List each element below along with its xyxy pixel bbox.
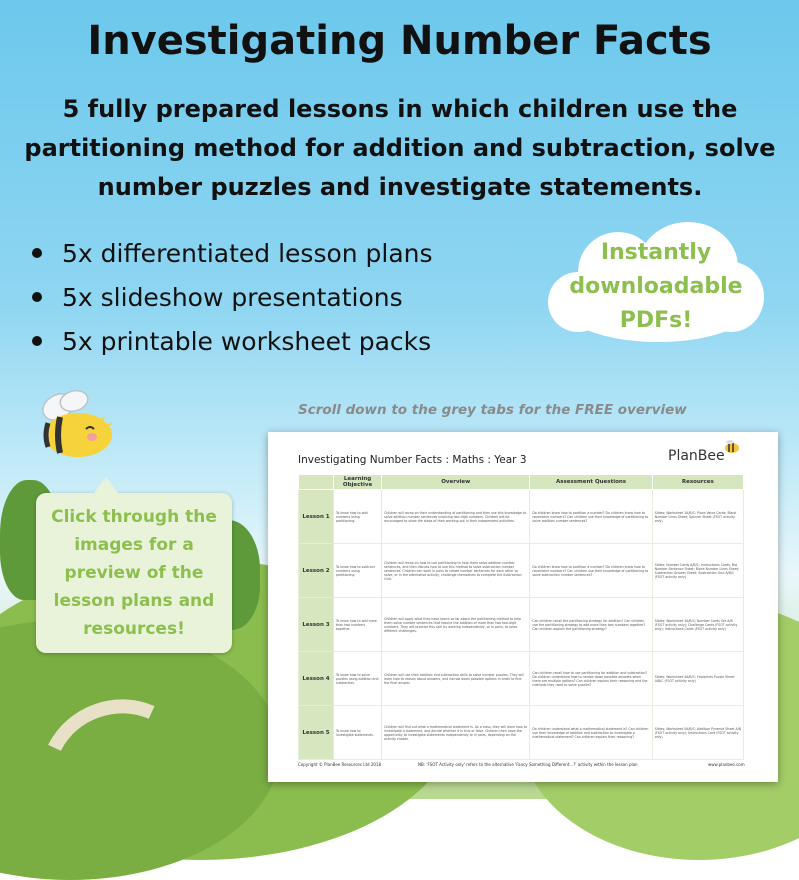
table-header-row [299,475,744,490]
questions-cell: Do children know how to partition a number? Do children know how to recombine numbers? Can children use their knowledge of partitioning to solve addition number sentences? [530,490,652,544]
overview-cell: Children will find out what a mathematical statement is. As a class, they will learn how to investigate a statement, and decide whether it is true or false. Children then have the opportunity to investigate statements independently or in pairs, depending on the activity chosen. [382,706,530,760]
bullet-icon [32,336,42,346]
table-row [299,598,744,652]
bee-icon [30,385,120,465]
lesson-plan-preview[interactable] [268,432,778,782]
resources-cell: Slides; Worksheet 5A/B/C; Addition Pyramid Sheet A/B (FSOT activity only); Instructions Card (FSOT activity only) [652,706,743,760]
callout-text: Click through the images for a preview of the lesson plans and resources! [51,507,217,639]
planbee-logo: PlanBee [668,448,725,464]
questions-cell: Can children recall how to use partitioning for addition and subtraction? Do children understand how to narrow down possible answers when there are multiple options? Can children explain their reasoning and the methods they used to solve puzzles? [530,652,652,706]
page-subtitle: 5 fully prepared lessons in which children use the partitioning method for addition and subtraction, solve number puzzles and investigate statements. [24,95,776,201]
overview-cell: Children will use their addition and subtraction skills to solve number puzzles. They will learn how to reason about answers, and narrow down possible options in order to find the final answer. [382,652,530,706]
overview-cell: Children will recap on how to use partitioning to help them solve addition number sentences, and then discuss how to use this method to solve subtraction number sentences. Children can work in pairs to create number sentences for each other to solve, or in the alternative activity, challenge themselves to complete the Subtraction Grid. [382,544,530,598]
preview-callout [36,493,232,653]
objective-cell: To know how to add more than two numbers together. [334,598,382,652]
questions-cell: Do children know how to partition a number? Do children know how to recombine numbers? Can children use their knowledge of partitioning to solve subtraction number sentences? [530,544,652,598]
column-header: Resources [652,475,743,490]
lesson-cell: Lesson 4 [299,652,334,706]
overview-cell: Children will recap on their understanding of partitioning and then use this knowledge to solve addition number sentences involving two-digit numbers. Children will be encouraged to show the steps of their working out in their independent activities. [382,490,530,544]
table-row [299,652,744,706]
resources-cell: Slides; Worksheet 4A/B/C; Footprints Puzzle Sheet A/B/C (FSOT activity only) [652,652,743,706]
feature-list [24,232,433,364]
column-header: Overview [382,475,530,490]
questions-cell: Can children recall the partitioning strategy for addition? Can children use the partitioning strategy to add more than two numbers together? Can children explain the partitioning strategy? [530,598,652,652]
table-row [299,544,744,598]
objective-cell: To know how to solve puzzles using addition and subtraction. [334,652,382,706]
page-title: Investigating Number Facts [87,18,712,64]
lesson-cell: Lesson 2 [299,544,334,598]
preview-title: Investigating Number Facts : Maths : Year 3 [298,454,527,466]
column-header [299,475,334,490]
questions-cell: Do children understand what a mathematical statement is? Can children use their knowledge of addition and subtraction to investigate a mathematical statement? Can children explain their reasoning? [530,706,652,760]
table-row [299,490,744,544]
bullet-icon [32,248,42,258]
resources-cell: Slides; Worksheet 1A/B/C; Place Value Cards; Blank Number Lines Sheet; Spinner Sheet (FSOT activity only) [652,490,743,544]
lesson-cell: Lesson 5 [299,706,334,760]
objective-cell: To know how to add numbers using partitioning. [334,490,382,544]
preview-website: www.planbee.com [708,762,745,767]
column-header: Assessment Questions [530,475,652,490]
scroll-note: Scroll down to the grey tabs for the FREE overview [298,402,687,418]
preview-note: NB: 'FSOT Activity only' refers to the alternative 'Fancy Something Different...?' activity within the lesson plan [418,762,638,767]
pdf-cloud-badge [548,222,764,350]
objective-cell: To know how to investigate statements. [334,706,382,760]
lesson-cell: Lesson 3 [299,598,334,652]
preview-copyright: Copyright © PlanBee Resources Ltd 2018 [298,762,382,767]
overview-cell: Children will apply what they have learnt so far about the partitioning method to help them solve number sentences that require the addition of more than two two-digit numbers. They will practise this skill by working independently, or in pairs, to solve different challenges. [382,598,530,652]
feature-item: 5x differentiated lesson plans [24,232,433,276]
lesson-table [298,474,744,760]
cloud-text: Instantly downloadable PDFs! [569,240,743,333]
feature-item: 5x printable worksheet packs [24,320,433,364]
feature-item: 5x slideshow presentations [24,276,433,320]
lesson-cell: Lesson 1 [299,490,334,544]
resources-cell: Slides; Worksheet 3A/B/C; Number Cards Set A/B (FSOT activity only); Challenge Cards (FSOT activity only); Instructions Cards (FSOT activity only) [652,598,743,652]
bullet-icon [32,292,42,302]
table-row [299,706,744,760]
objective-cell: To know how to subtract numbers using partitioning. [334,544,382,598]
planbee-bee-icon [724,440,740,454]
column-header: Learning Objective [334,475,382,490]
resources-cell: Slides; Number Cards A/B/C; Instructions Cards; Big Number Sentence Sheet; Blank Number Lines Sheet; Subtraction Answer Sheet; Subtraction Grid A/B/C (FSOT activity only) [652,544,743,598]
